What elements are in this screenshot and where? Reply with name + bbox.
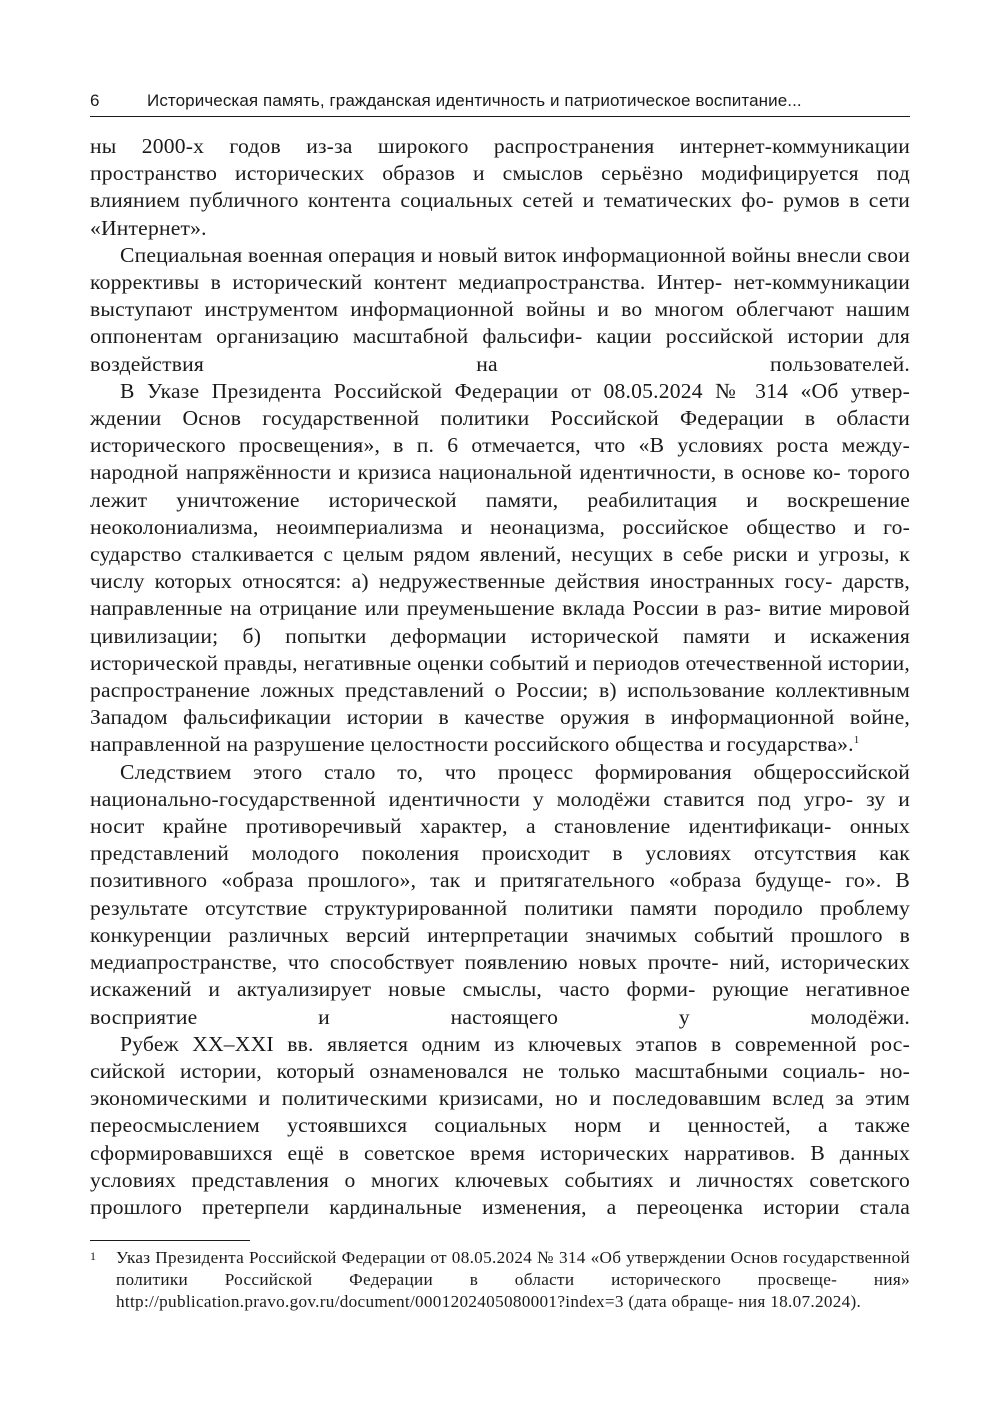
text-line: го». В результате отсутствие структурированной политики памяти породило — [90, 868, 910, 920]
text-line: витие мировой цивилизации; б) попытки деформации исторической памяти — [90, 596, 910, 648]
text-line: кации российской истории для воздействия на пользователей. — [90, 324, 910, 376]
footnote-line: ния 18.07.2024). — [738, 1292, 862, 1311]
text-line: В Указе Президента Российской Федерации от 08.05.2024 № 314 «Об утвер- — [120, 378, 910, 403]
text-line: за этим переосмыслением устоявшихся социальных норм и ценностей, а также — [90, 1086, 910, 1138]
running-title: Историческая память, гражданская идентичность и патриотическое воспитание... — [147, 91, 802, 110]
text-line: неоколониализма, неоимпериализма и неонацизма, российское общество и го- — [90, 514, 910, 539]
text-line: нет-коммуникации выступают инструментом информационной войны и во — [90, 270, 910, 322]
text-line: и искажения исторической правды, негативные оценки событий и периодов — [90, 623, 910, 675]
body-text — [90, 133, 910, 1221]
text-line: ждении Основ государственной политики Российской Федерации в области — [90, 406, 910, 431]
footnote-text — [90, 1247, 910, 1313]
text-line: но-экономическими и политическими кризисами, но и последовавшим вслед — [90, 1058, 910, 1111]
text-line: под влиянием публичного контента социальных сетей и тематических фо- — [90, 161, 910, 213]
text-line: сформировавшихся ещё в советское время исторических нарративов. В данных — [90, 1140, 910, 1165]
footnote-reference[interactable]: 1 — [853, 734, 860, 747]
text-line: зу и носит крайне противоречивый характер, а становление идентификаци- — [90, 786, 910, 839]
text-line: ний, исторических искажений и актуализирует новые смыслы, часто форми- — [90, 950, 910, 1002]
paragraph-identity-consequence — [90, 759, 910, 1031]
footnote — [90, 1247, 910, 1313]
text-line: торого лежит уничтожение исторической памяти, реабилитация и воскрешение — [90, 460, 910, 512]
text-line: как позитивного «образа прошлого», так и притягательного «образа будуще- — [90, 841, 910, 893]
footnote-marker: 1 — [90, 1249, 97, 1263]
footnote-line: государственной политики Российской Федерации в области исторического просвеще- — [116, 1248, 910, 1289]
text-line: Специальная военная операция и новый виток информационной войны — [120, 242, 791, 267]
text-line: оружия в информационной войне, направленной на разрушение целостности — [90, 705, 911, 757]
text-line: исторического просвещения», в п. 6 отмечается, что «В условиях роста между- — [90, 433, 910, 458]
text-line: рующие негативное восприятие и настоящего у молодёжи. — [90, 977, 910, 1029]
text-line: румов в сети «Интернет». — [90, 188, 910, 240]
text-line: проблему конкуренции различных версий интерпретации значимых событий — [90, 895, 910, 947]
text-line: прошлого претерпели кардинальные изменения, а переоценка истории стала — [90, 1194, 910, 1219]
text-line: отечественной истории, распространение ложных представлений о России; — [90, 650, 910, 703]
text-line: национально-государственной идентичности у молодёжи ставится под угро- — [90, 786, 854, 811]
text-line: многом облегчают нашим оппонентам организацию масштабной фальсифи- — [90, 297, 911, 349]
footnote-line: ния» http://publication.pravo.gov.ru/document/0001202405080001?index=3 (дата обраще- — [116, 1270, 910, 1311]
page-number: 6 — [90, 91, 100, 110]
text-line: Следствием этого стало то, что процесс формирования общероссийской — [120, 759, 910, 784]
paragraph-presidential-decree — [90, 378, 910, 759]
text-line: условиях представления о многих ключевых событиях и личностях советского — [90, 1167, 910, 1192]
page-header — [90, 86, 910, 117]
paragraph-information-war — [90, 242, 910, 378]
footnote-line: Указ Президента Российской Федерации от 08.05.2024 № 314 «Об утверждении Основ — [116, 1248, 779, 1267]
paragraph-continued — [90, 133, 910, 242]
text-line: внесли свои коррективы в исторический контент медиапространства. Интер- — [90, 242, 910, 295]
text-line: дарств, направленные на отрицание или преуменьшение вклада России в раз- — [90, 569, 910, 621]
text-line: в) использование коллективным Западом фальсификации истории в качестве — [90, 678, 910, 730]
text-line: сударство сталкивается с целым рядом явлений, несущих в себе риски и угрозы, — [90, 542, 890, 567]
text-line: ны 2000-х годов из-за широкого распространения интернет-коммуникации — [90, 134, 910, 158]
text-line: пространство исторических образов и смыслов серьёзно модифицируется — [90, 161, 859, 186]
text-line: Рубеж XX–XXI вв. является одним из ключевых этапов в современной рос- — [120, 1031, 910, 1056]
text-line: к числу которых относятся: а) недружественные действия иностранных госу- — [90, 542, 910, 594]
text-line: сийской истории, который ознаменовался не только масштабными социаль- — [90, 1058, 866, 1083]
text-line: российского общества и государства». — [493, 732, 854, 757]
text-line: народной напряжённости и кризиса национальной идентичности, в основе ко- — [90, 460, 841, 485]
text-line: онных представлений молодого поколения происходит в условиях отсутствия — [90, 814, 910, 866]
text-line: прошлого в медиапространстве, что способствует появлению новых прочте- — [90, 922, 910, 975]
paragraph-turn-of-century — [90, 1031, 910, 1221]
footnote-separator — [90, 1240, 250, 1241]
